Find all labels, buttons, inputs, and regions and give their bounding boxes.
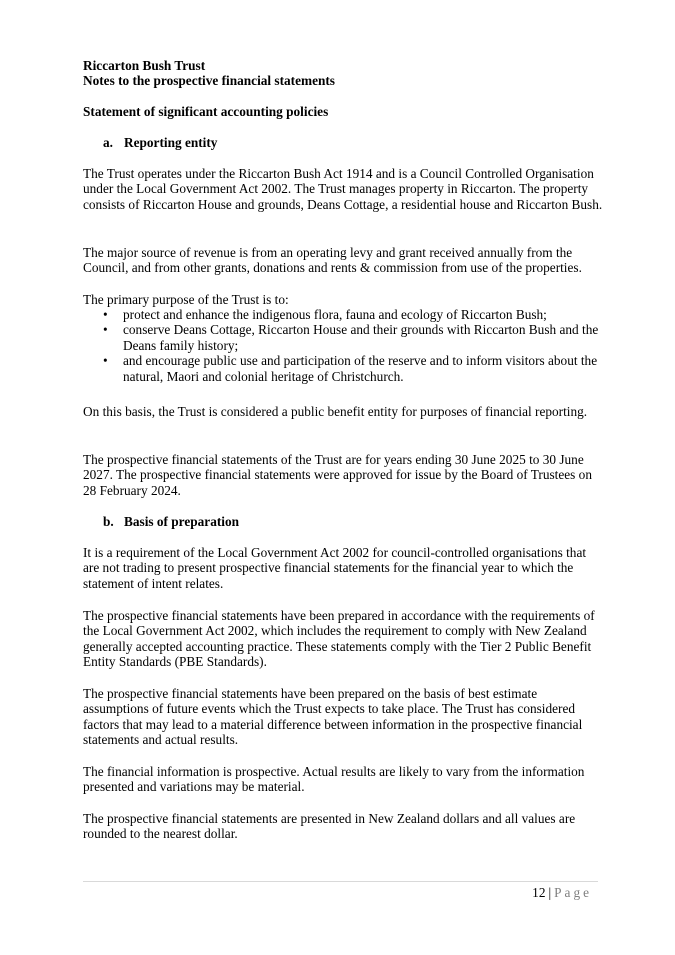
list-item <box>103 322 603 353</box>
page-footer <box>532 885 592 900</box>
bullet-glyph: • <box>103 353 108 369</box>
reporting-entity-paragraph-4: The prospective financial statements of the Trust are for years ending 30 June 2025 to 30 June 2027. The prospective financial statements were approved for issue by the Board of Trustees on 28 February 2024. <box>83 452 592 498</box>
list-item <box>103 307 603 322</box>
list-item-text: and encourage public use and participation of the reserve and to inform visitors about the natural, Maori and colonial heritage of Christchurch. <box>123 353 598 384</box>
reporting-entity-paragraph-2: The major source of revenue is from an operating levy and grant received annually from the Council, and from other grants, donations and rents & commission from use of the properties. <box>83 245 582 276</box>
list-item <box>103 353 603 384</box>
list-item-text: conserve Deans Cottage, Riccarton House and their grounds with Riccarton Bush and the Deans family history; <box>123 322 599 353</box>
basis-paragraph-4: The financial information is prospective. Actual results are likely to vary from the information presented and variations may be material. <box>83 764 585 795</box>
organisation-name: Riccarton Bush Trust <box>83 58 206 73</box>
list-item-text: protect and enhance the indigenous flora, fauna and ecology of Riccarton Bush; <box>123 307 547 322</box>
document-title: Notes to the prospective financial statements <box>83 73 335 89</box>
reporting-entity-paragraph-1: The Trust operates under the Riccarton Bush Act 1914 and is a Council Controlled Organisation under the Local Government Act 2002. The Trust manages property in Riccarton. The property consists of Riccarton House and grounds, Deans Cottage, a residential house and Riccarton Bush. <box>83 166 603 212</box>
basis-of-preparation-heading <box>103 514 239 529</box>
basis-of-preparation-letter: b. <box>103 514 114 529</box>
purpose-intro: The primary purpose of the Trust is to: <box>83 292 289 307</box>
bullet-glyph: • <box>103 322 108 338</box>
footer-divider <box>83 881 598 882</box>
reporting-entity-heading <box>103 135 217 150</box>
page-number: 12 <box>532 885 546 900</box>
footer-separator: | <box>548 885 552 900</box>
purpose-list <box>103 307 603 384</box>
reporting-entity-letter: a. <box>103 135 113 150</box>
basis-paragraph-2: The prospective financial statements have been prepared in accordance with the requirements of the Local Government Act 2002, which includes the requirement to comply with New Zealand generally accepted accounting practice. These statements comply with the Tier 2 Public Benefit Entity Standards (PBE Standards). <box>83 608 595 670</box>
section-title: Statement of significant accounting policies <box>83 104 329 119</box>
basis-paragraph-1: It is a requirement of the Local Government Act 2002 for council-controlled organisations that are not trading to present prospective financial statements for the financial year to which the statement of intent relates. <box>83 545 587 591</box>
document-header <box>83 58 603 89</box>
basis-of-preparation-title: Basis of preparation <box>124 514 240 529</box>
reporting-entity-title: Reporting entity <box>124 135 218 150</box>
page-label: Page <box>554 885 592 900</box>
basis-paragraph-3: The prospective financial statements have been prepared on the basis of best estimate assumptions of future events which the Trust expects to take place. The Trust has considered factors that may lead to a material difference between information in the prospective financial statements and actual results. <box>83 686 583 748</box>
reporting-entity-paragraph-3: On this basis, the Trust is considered a public benefit entity for purposes of financial reporting. <box>83 404 588 419</box>
basis-paragraph-5: The prospective financial statements are presented in New Zealand dollars and all values are rounded to the nearest dollar. <box>83 811 576 842</box>
bullet-glyph: • <box>103 307 108 322</box>
